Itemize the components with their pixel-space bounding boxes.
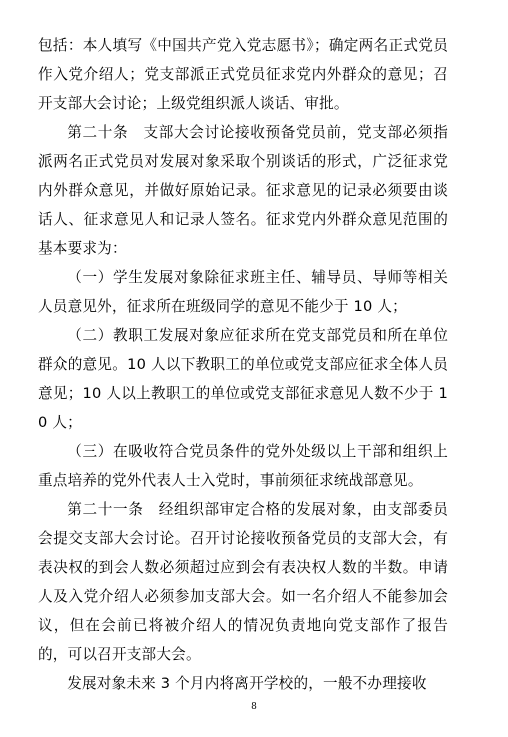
paragraph-item-2-staff: （二）教职工发展对象应征求所在党支部党员和所在单位群众的意见。10 人以下教职工的单位或党支部应征求全体人员意见；10 人以上教职工的单位或党支部征求意见人数不少于 10 人； bbox=[38, 327, 448, 431]
paragraph-procedure-list: 包括：本人填写《中国共产党入党志愿书》；确定两名正式党员作入党介绍人；党支部派正式党员征求党内外群众的意见；召开支部大会讨论；上级党组织派人谈话、审批。 bbox=[38, 37, 448, 112]
paragraph-item-3-cadres: （三）在吸收符合党员条件的党外处级以上干部和组织上重点培养的党外代表人士入党时，事前须征求统战部意见。 bbox=[38, 443, 448, 489]
document-page bbox=[38, 31, 448, 698]
paragraph-departure-rule: 发展对象未来 3 个月内将离开学校的，一般不办理接收 bbox=[67, 675, 427, 692]
paragraph-article-20: 第二十条 支部大会讨论接收预备党员前，党支部必须指派两名正式党员对发展对象采取个别谈话的形式，广泛征求党内外群众意见，并做好原始记录。征求意见的记录必须要由谈话人、征求意见人和记录人签名。征求党内外群众意见范围的基本要求为： bbox=[38, 124, 448, 257]
paragraph-item-1-students: （一）学生发展对象除征求班主任、辅导员、导师等相关人员意见外，征求所在班级同学的意见不能少于 10 人； bbox=[38, 269, 448, 315]
page-number: 8 bbox=[251, 702, 257, 712]
paragraph-article-21: 第二十一条 经组织部审定合格的发展对象，由支部委员会提交支部大会讨论。召开讨论接收预备党员的支部大会，有表决权的到会人数必须超过应到会有表决权人数的半数。申请人及入党介绍人必须参加支部大会。如一名介绍人不能参加会议，但在会前已将被介绍人的情况负责地向党支部作了报告的，可以召开支部大会。 bbox=[38, 501, 448, 663]
